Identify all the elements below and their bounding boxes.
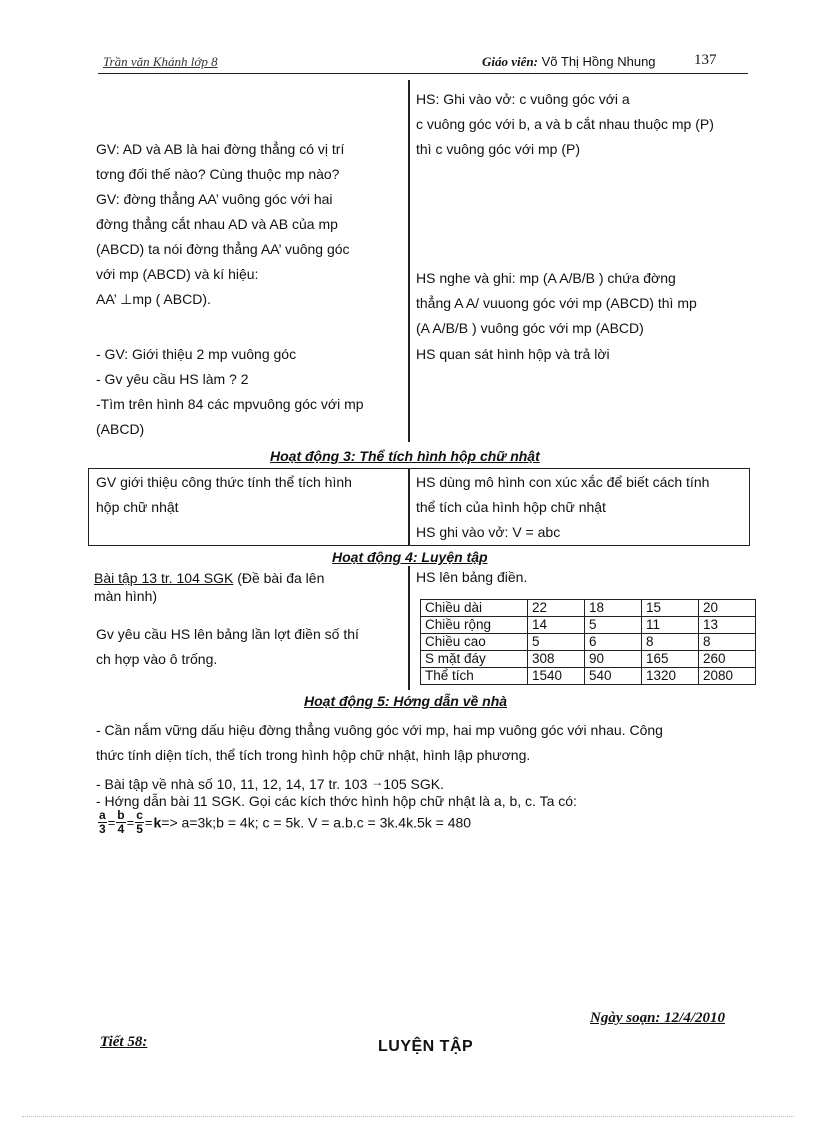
table-cell: 11: [642, 617, 699, 634]
gv-explanation: [96, 137, 404, 312]
table-cell: 1320: [642, 668, 699, 685]
text-line: (ABCD): [96, 421, 145, 437]
denominator: 5: [136, 822, 143, 836]
heading-activity-4: Hoạt động 4: Luyện tập: [332, 549, 488, 565]
column-divider: [408, 80, 410, 442]
column-divider: [408, 469, 410, 545]
text-line: ch hợp vào ô trống.: [96, 651, 218, 667]
text-line: HS dùng mô hình con xúc xắc để biết cách tính: [416, 474, 710, 490]
table-cell: 8: [642, 634, 699, 651]
text-line: tơng đối thế nào? Cùng thuộc mp nào?: [96, 166, 340, 182]
page-number: 137: [694, 52, 717, 68]
text-line: thì c vuông góc với mp (P): [416, 141, 581, 157]
text-line: thẳng A A/ vuuong góc với mp (ABCD) thì mp: [416, 295, 697, 311]
table-cell: Thể tích: [421, 668, 528, 685]
column-divider: [408, 566, 410, 690]
table-cell: Chiều rộng: [421, 617, 528, 634]
table-cell: 1540: [528, 668, 585, 685]
numerator: a: [99, 808, 106, 822]
table-row: [421, 600, 756, 617]
text-line: thức tính diện tích, thể tích trong hình hộp chữ nhật, hình lập phương.: [96, 747, 531, 763]
text-line: -Tìm trên hình 84 các mpvuông góc với mp: [96, 396, 364, 412]
equals-sign: =: [126, 815, 135, 830]
homework-end: 105 SGK.: [383, 776, 444, 792]
table-cell: 13: [699, 617, 756, 634]
hs-note-3: HS quan sát hình hộp và trả lời: [416, 346, 610, 362]
text-line: hộp chữ nhật: [96, 499, 179, 515]
gv-volume-intro: [96, 470, 406, 520]
table-cell: 5: [585, 617, 642, 634]
text-line: GV: đờng thẳng AA’ vuông góc với hai: [96, 191, 333, 207]
exercise-label: [94, 569, 406, 605]
homework-guidance: [96, 718, 776, 768]
text-line: GV giới thiệu công thức tính thể tích hình: [96, 474, 352, 490]
fraction: [116, 809, 125, 836]
hs-note-1: [416, 87, 756, 162]
numerator: b: [117, 808, 125, 822]
teacher-label: Giáo viên:: [482, 54, 538, 69]
table-cell: 540: [585, 668, 642, 685]
gv-fill-request: [96, 622, 406, 672]
table-cell: Chiều dài: [421, 600, 528, 617]
arrow-icon: →: [371, 775, 384, 789]
table-cell: 18: [585, 600, 642, 617]
text-line: với mp (ABCD) và kí hiệu:: [96, 266, 259, 282]
text-line: - Cần nắm vững dấu hiệu đờng thẳng vuông góc với mp, hai mp vuông góc với nhau. Công: [96, 722, 663, 738]
text-line: thể tích của hình hộp chữ nhật: [416, 499, 606, 515]
text-line: Gv yêu cầu HS lên bảng lần lợt điền số thí: [96, 626, 359, 642]
fraction: [98, 809, 107, 836]
table-cell: 308: [528, 651, 585, 668]
fraction: [135, 809, 144, 836]
header-teacher: [482, 54, 656, 70]
text-line: AA’ ⊥mp ( ABCD).: [96, 291, 211, 307]
table-cell: 165: [642, 651, 699, 668]
lesson-number: Tiết 58:: [100, 1034, 148, 1050]
table-cell: 15: [642, 600, 699, 617]
equals-sign: =: [144, 815, 153, 830]
hs-board-note: HS lên bảng điền.: [416, 569, 528, 585]
exercise-note: (Đề bài đa lên: [233, 570, 325, 586]
table-cell: Chiều cao: [421, 634, 528, 651]
table-cell: 5: [528, 634, 585, 651]
table-row: [421, 651, 756, 668]
table-cell: 6: [585, 634, 642, 651]
heading-activity-5: Hoạt động 5: Hớng dẫn về nhà: [304, 693, 508, 709]
equals-sign: =: [107, 815, 116, 830]
hs-note-2: [416, 266, 756, 341]
text-line: - GV: Giới thiệu 2 mp vuông góc: [96, 346, 297, 362]
table-row: [421, 617, 756, 634]
preparation-date: Ngày soạn: 12/4/2010: [590, 1010, 725, 1026]
heading-activity-3: Hoạt động 3: Thể tích hình hộp chữ nhật: [270, 448, 540, 464]
table-row: [421, 668, 756, 685]
text-line: - Gv yêu cầu HS làm ? 2: [96, 371, 249, 387]
text-line: (ABCD) ta nói đờng thẳng AA’ vuông góc: [96, 241, 350, 257]
exercise-title: Bài tập 13 tr. 104 SGK: [94, 570, 234, 586]
table-cell: 22: [528, 600, 585, 617]
table-cell: 14: [528, 617, 585, 634]
table-cell: 90: [585, 651, 642, 668]
text-line: c vuông góc với b, a và b cắt nhau thuộc mp (P): [416, 116, 714, 132]
table-row: [421, 634, 756, 651]
header-school: Trần văn Khánh lớp 8: [103, 54, 218, 69]
teacher-name: Võ Thị Hồng Nhung: [541, 54, 656, 69]
constant-k: k: [153, 814, 162, 831]
gv-task: [96, 342, 406, 442]
text-line: HS: Ghi vào vở: c vuông góc với a: [416, 91, 630, 107]
ratio-equation: [98, 809, 471, 836]
dimensions-table: [420, 599, 756, 685]
header-rule: [98, 73, 748, 74]
text-line: HS nghe và ghi: mp (A A/B/B ) chứa đờng: [416, 270, 676, 286]
denominator: 3: [99, 822, 106, 836]
text-line: HS ghi vào vở: V = abc: [416, 524, 561, 540]
lesson-title: LUYỆN TẬP: [378, 1038, 474, 1055]
text-line: màn hình): [94, 588, 158, 604]
table-cell: S mặt đáy: [421, 651, 528, 668]
page-bottom-rule: [22, 1116, 794, 1117]
table-cell: 2080: [699, 668, 756, 685]
table-cell: 20: [699, 600, 756, 617]
table-cell: 8: [699, 634, 756, 651]
hs-volume-note: [416, 470, 756, 545]
equation-result: => a=3k;b = 4k; c = 5k. V = a.b.c = 3k.4k.5k = 480: [161, 814, 472, 831]
table-cell: 260: [699, 651, 756, 668]
text-line: đờng thẳng cắt nhau AD và AB của mp: [96, 216, 338, 232]
numerator: c: [136, 808, 143, 822]
denominator: 4: [117, 822, 125, 836]
text-line: (A A/B/B ) vuông góc với mp (ABCD): [416, 320, 644, 336]
text-line: GV: AD và AB là hai đờng thẳng có vị trí: [96, 141, 345, 157]
exercise-11-guide: - Hớng dẫn bài 11 SGK. Gọi các kích thớc hình hộp chữ nhật là a, b, c. Ta có:: [96, 793, 577, 809]
homework-text: - Bài tập về nhà số 10, 11, 12, 14, 17 tr. 103: [96, 776, 372, 792]
